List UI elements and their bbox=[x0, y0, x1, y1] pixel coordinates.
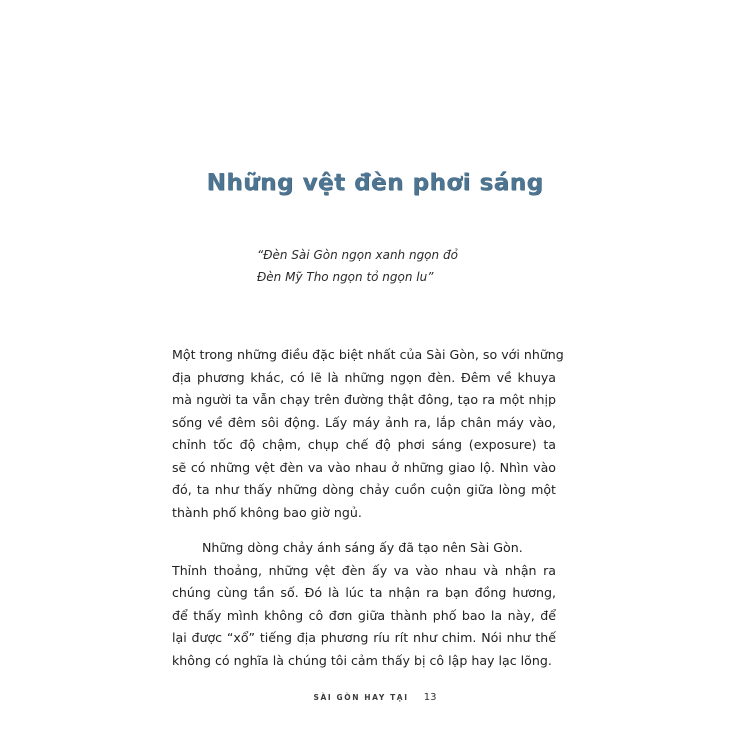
text-line: Những dòng chảy ánh sáng ấy đã tạo nên Sài Gòn. bbox=[202, 540, 523, 555]
text-line: để thấy mình không cô đơn giữa thành phố bao la này, để bbox=[172, 607, 556, 623]
text-line: đó, ta như thấy những dòng chảy cuồn cuộn giữa lòng một bbox=[172, 482, 556, 497]
text-line: địa phương khác, có lẽ là những ngọn đèn. Đêm về khuya bbox=[172, 369, 556, 385]
page-number: 13 bbox=[423, 692, 437, 703]
page-footer bbox=[0, 692, 750, 704]
text-line: mà người ta vẫn chạy trên đường thật đông, tạo ra một nhịp bbox=[172, 392, 556, 407]
text-line: không có nghĩa là chúng tôi cảm thấy bị cô lập hay lạc lõng. bbox=[172, 652, 552, 668]
paragraph-2 bbox=[172, 537, 556, 672]
text-line: thành phố không bao giờ ngủ. bbox=[172, 504, 362, 520]
text-line: Thỉnh thoảng, những vệt đèn ấy va vào nhau và nhận ra bbox=[172, 562, 556, 578]
text-line: lại được “xổ” tiếng địa phương ríu rít như chim. Nói như thế bbox=[172, 630, 556, 645]
epigraph-line: “Đèn Sài Gòn ngọn xanh ngọn đỏ bbox=[257, 248, 458, 262]
epigraph-line: Đèn Mỹ Tho ngọn tỏ ngọn lu” bbox=[257, 270, 434, 284]
text-line: chỉnh tốc độ chậm, chụp chế độ phơi sáng (exposure) ta bbox=[172, 437, 556, 452]
text-line: sẽ có những vệt đèn va vào nhau ở những giao lộ. Nhìn vào bbox=[172, 459, 556, 475]
text-line: sống về đêm sôi động. Lấy máy ảnh ra, lắp chân máy vào, bbox=[172, 414, 556, 430]
running-title: SÀI GÒN HAY TẠI bbox=[313, 693, 409, 702]
text-line: chúng cùng tần số. Đó là lúc ta nhận ra bạn đồng hương, bbox=[172, 585, 556, 600]
text-line: Một trong những điều đặc biệt nhất của Sài Gòn, so với những bbox=[172, 347, 564, 362]
epigraph bbox=[257, 244, 587, 288]
paragraph-1 bbox=[172, 344, 564, 524]
chapter-title: Những vệt đèn phơi sáng bbox=[206, 170, 544, 196]
